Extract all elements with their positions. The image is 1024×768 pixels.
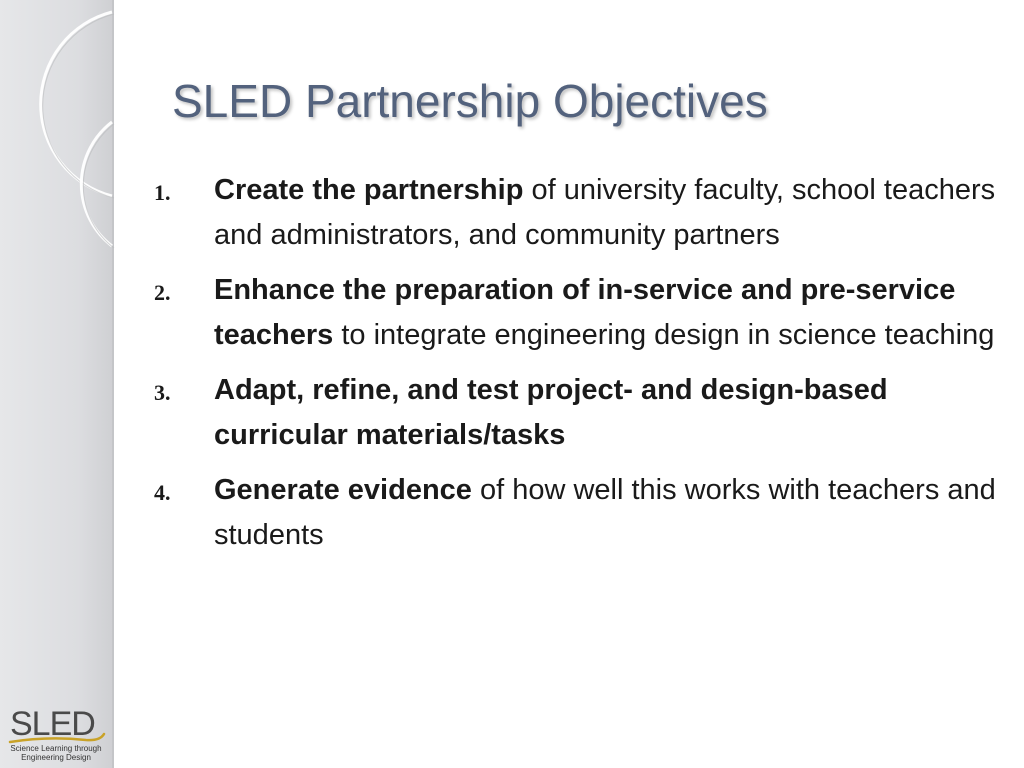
- objective-key-phrase: Adapt, refine, and test project- and design-based curricular materials/tasks: [214, 374, 888, 451]
- objective-description: to integrate engineering design in science teaching: [333, 319, 995, 351]
- sled-logo: [4, 706, 108, 766]
- objective-item: [150, 268, 1000, 358]
- objective-key-phrase: Generate evidence: [214, 474, 472, 506]
- objective-number: 1.: [154, 180, 171, 205]
- objective-number: 3.: [154, 380, 171, 405]
- objective-description: of how well this works with teachers and students: [214, 474, 996, 551]
- objective-key-phrase: Enhance the preparation of in-service and pre-service teachers: [214, 274, 956, 351]
- logo-wordmark: SLED: [10, 705, 95, 743]
- objectives-list: [150, 168, 1000, 568]
- slide-title: SLED Partnership Objectives: [172, 75, 768, 127]
- large-ring-arc: [41, 12, 112, 196]
- objective-item: [150, 368, 1000, 458]
- logo-tagline-line-2: Engineering Design: [21, 753, 91, 762]
- objective-number: 2.: [154, 280, 171, 305]
- objective-item: [150, 468, 1000, 558]
- large-ring-arc-shadow: [43, 14, 114, 198]
- logo-tagline-line-1: Science Learning through: [10, 744, 102, 753]
- objective-item: [150, 168, 1000, 258]
- objective-number: 4.: [154, 480, 171, 505]
- objective-key-phrase: Create the partnership: [214, 174, 524, 206]
- objective-description: of university faculty, school teachers and administrators, and community partners: [214, 174, 996, 251]
